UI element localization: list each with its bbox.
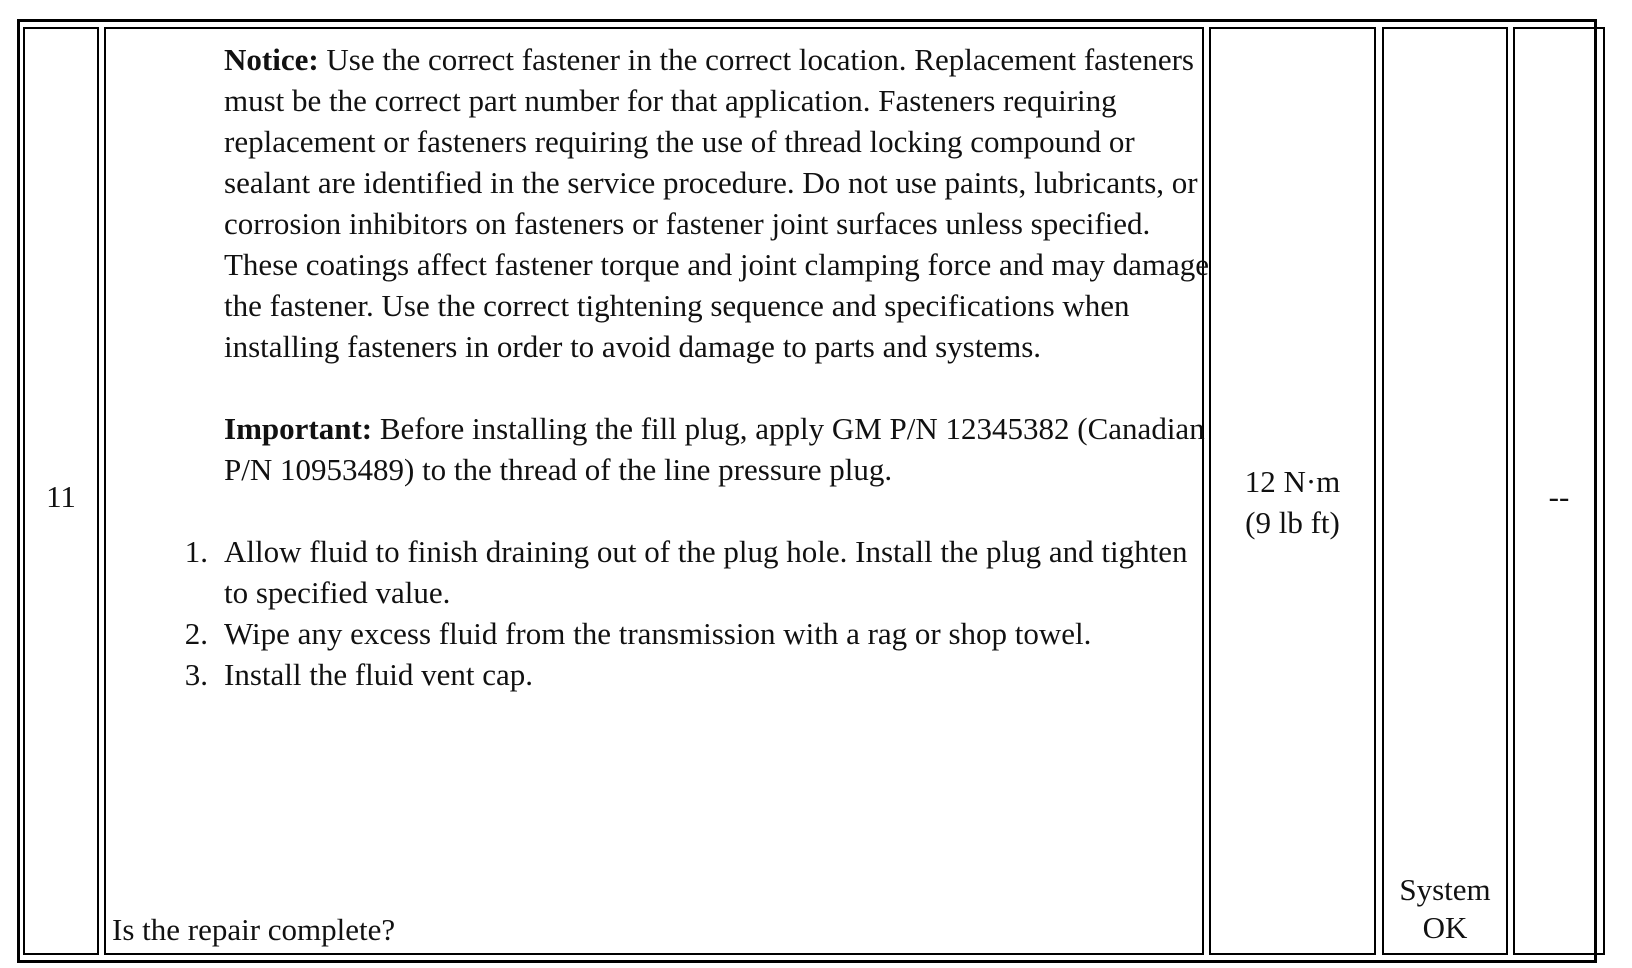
list-item-text: Install the fluid vent cap.	[224, 657, 534, 692]
procedure-steps-list	[184, 531, 1214, 695]
list-item	[184, 654, 1214, 695]
important-paragraph	[224, 408, 1214, 490]
important-label: Important:	[224, 411, 373, 446]
value-cell	[1209, 27, 1376, 955]
procedure-table	[17, 19, 1597, 963]
list-item-number: 2.	[184, 616, 208, 651]
important-text: Before installing the fill plug, apply GM P/N 12345382 (Canadian P/N 10953489) to the thread of the line pressure plug.	[224, 411, 1205, 487]
action-cell	[104, 27, 1209, 955]
notice-text: Use the correct fastener in the correct location. Replacement fasteners must be the correct part number for that application. Fasteners requiring replacement or fasteners requiring the use of thread locking compound or sealant are identified in the service procedure. Do not use paints, lubricants, or corrosion inhibitors on fasteners or fastener joint surfaces unless specified. These coatings affect fastener torque and joint clamping force and may damage the fastener. Use the correct tightening sequence and specifications when installing fasteners in order to avoid damage to parts and systems.	[224, 42, 1209, 364]
list-item-number: 3.	[184, 657, 208, 692]
list-item-text: Allow fluid to finish draining out of the plug hole. Install the plug and tighten to specified value.	[224, 534, 1188, 610]
list-item-text: Wipe any excess fluid from the transmission with a rag or shop towel.	[224, 616, 1092, 651]
list-item-number: 1.	[184, 534, 208, 569]
repair-complete-question: Is the repair complete?	[112, 912, 396, 947]
notice-paragraph	[224, 39, 1214, 367]
no-outcome: --	[1548, 479, 1570, 514]
action-body	[184, 39, 1214, 695]
no-cell	[1513, 27, 1605, 955]
yes-outcome-line2: OK	[1422, 910, 1468, 945]
yes-cell	[1382, 27, 1508, 955]
step-number: 11	[46, 479, 76, 514]
yes-outcome	[1384, 871, 1506, 947]
notice-label: Notice:	[224, 42, 319, 77]
torque-imperial: (9 lb ft)	[1245, 505, 1340, 540]
list-item	[184, 613, 1214, 654]
list-item	[184, 531, 1214, 613]
torque-value	[1211, 461, 1374, 543]
yes-outcome-line1: System	[1399, 872, 1491, 907]
step-number-cell	[23, 27, 99, 955]
torque-metric: 12 N·m	[1244, 464, 1341, 499]
